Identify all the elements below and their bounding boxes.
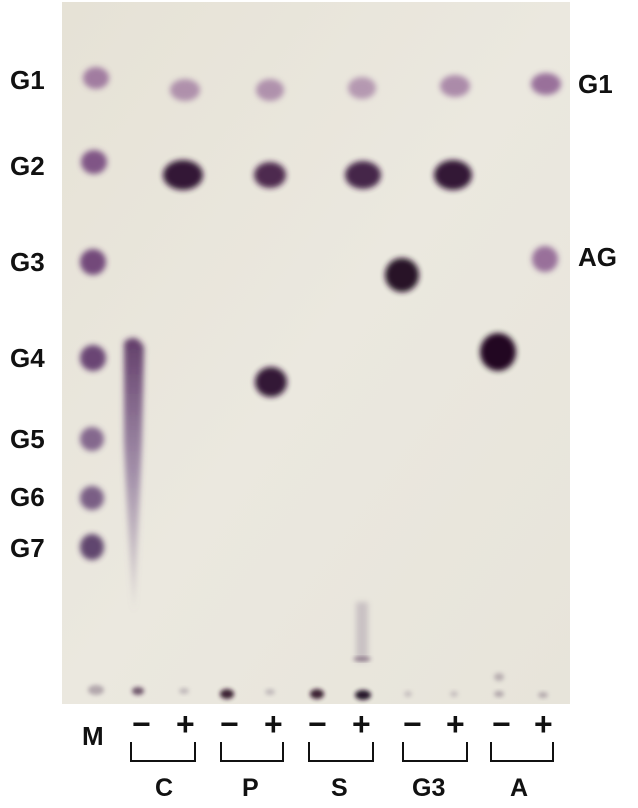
streak-s-plus xyxy=(356,602,368,662)
origin-g3-minus xyxy=(404,691,412,697)
sign-p-minus: − xyxy=(220,706,239,742)
label-marker: M xyxy=(82,721,104,751)
spot-c-plus-g2 xyxy=(163,160,203,190)
spot-p-plus-g2 xyxy=(254,162,286,188)
spot-marker-g7 xyxy=(80,534,104,560)
group-label-a: A xyxy=(510,774,529,802)
spot-s-plus-g1 xyxy=(348,77,376,99)
spot-marker-g4 xyxy=(80,345,106,371)
sign-c-plus: + xyxy=(176,706,195,742)
spot-c-plus-g1 xyxy=(170,79,200,101)
spot-g3-plus-g2 xyxy=(434,160,472,190)
spot-a-plus-ag xyxy=(532,246,558,272)
label-ag-right: AG xyxy=(578,242,617,272)
origin-c-minus xyxy=(132,687,144,695)
spot-g3-minus-g3 xyxy=(385,258,419,292)
bracket-g3 xyxy=(402,742,468,762)
sign-s-plus: + xyxy=(352,706,371,742)
group-label-s: S xyxy=(331,774,348,802)
origin-a-minus xyxy=(494,691,504,697)
bracket-c xyxy=(130,742,196,762)
label-g7-left: G7 xyxy=(10,533,45,563)
label-g3-left: G3 xyxy=(10,247,45,277)
sign-g3-minus: − xyxy=(403,706,422,742)
sign-a-plus: + xyxy=(534,706,553,742)
origin-s-minus xyxy=(310,689,324,699)
origin-marker xyxy=(88,685,104,695)
origin-s-plus xyxy=(355,690,371,700)
spot-s-plus-g2 xyxy=(345,161,381,189)
label-g5-left: G5 xyxy=(10,424,45,454)
sign-s-minus: − xyxy=(308,706,327,742)
lane-s-minus xyxy=(310,689,324,699)
spot-a-plus-g1 xyxy=(531,73,561,95)
spot-p-plus-g1 xyxy=(256,79,284,101)
spot-marker-g1 xyxy=(83,67,109,89)
group-label-g3: G3 xyxy=(412,774,446,802)
spot-p-plus-g4 xyxy=(255,367,287,397)
spot-marker-g6 xyxy=(80,486,104,510)
label-g4-left: G4 xyxy=(10,343,45,373)
band-s-plus xyxy=(353,657,371,661)
spot-marker-g5 xyxy=(80,427,104,451)
sign-c-minus: − xyxy=(132,706,151,742)
group-label-p: P xyxy=(242,774,259,802)
group-label-c: C xyxy=(155,774,174,802)
spot-a-minus-g4 xyxy=(480,333,516,371)
spot-marker-g2 xyxy=(81,150,107,174)
spot-a-minus-low xyxy=(494,673,504,681)
origin-c-plus xyxy=(179,688,189,694)
label-g6-left: G6 xyxy=(10,482,45,512)
sign-g3-plus: + xyxy=(446,706,465,742)
sign-a-minus: − xyxy=(492,706,511,742)
bracket-p xyxy=(220,742,284,762)
origin-p-minus xyxy=(220,689,234,699)
bracket-s xyxy=(308,742,374,762)
lane-p-minus xyxy=(220,689,234,699)
tlc-plate xyxy=(62,2,570,704)
label-g1-left: G1 xyxy=(10,65,45,95)
origin-a-plus xyxy=(538,692,548,698)
origin-g3-plus xyxy=(450,691,458,697)
spot-g3-plus-g1 xyxy=(440,75,470,97)
spot-marker-g3 xyxy=(80,249,106,275)
sign-p-plus: + xyxy=(264,706,283,742)
bracket-a xyxy=(490,742,554,762)
label-g1-right: G1 xyxy=(578,69,613,99)
label-g2-left: G2 xyxy=(10,151,45,181)
origin-p-plus xyxy=(265,689,275,695)
